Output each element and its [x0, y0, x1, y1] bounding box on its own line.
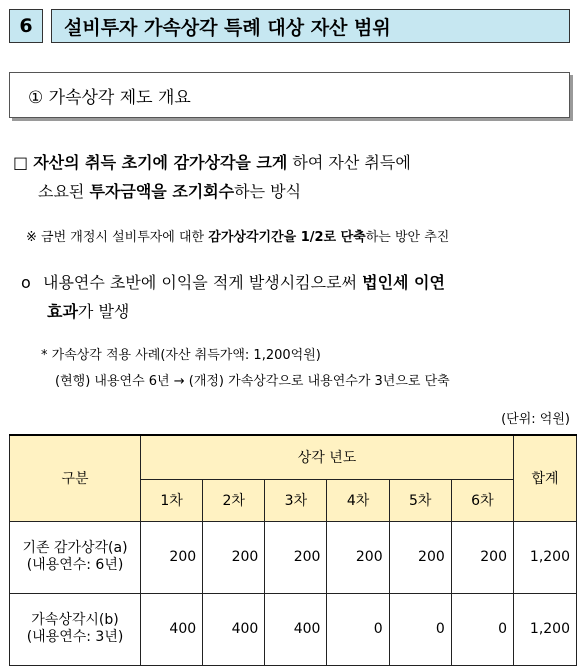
table-cell: 200	[451, 521, 513, 593]
reference-note	[26, 226, 449, 245]
table-cell: 200	[265, 521, 327, 593]
section-number: 6	[9, 9, 43, 43]
header-years: 상각 년도	[141, 435, 514, 479]
unit-label: (단위: 억원)	[501, 412, 570, 427]
year-header: 4차	[327, 479, 389, 521]
table-cell-total: 1,200	[514, 593, 577, 665]
table-cell: 0	[389, 593, 451, 665]
para2-bold-2: 효과	[47, 302, 78, 321]
depreciation-table	[9, 434, 577, 666]
para2-text-2: 가 발생	[77, 302, 130, 321]
para1-text-2: 소요된	[38, 182, 90, 201]
table-cell: 200	[203, 521, 265, 593]
year-header: 2차	[203, 479, 265, 521]
header-bar	[9, 9, 570, 43]
example-line-2: (현행) 내용연수 6년 → (개정) 가속상각으로 내용연수가 3년으로 단축	[55, 374, 450, 389]
table-cell: 200	[389, 521, 451, 593]
header-total: 합계	[514, 435, 577, 521]
section-heading: ① 가속상각 제도 개요	[9, 72, 570, 118]
para1-bold-1: 자산의 취득 초기에 감가상각을 크게	[33, 153, 288, 172]
row-label	[10, 521, 141, 593]
year-header: 3차	[265, 479, 327, 521]
example-line-1: * 가속상각 적용 사례(자산 취득가액: 1,200억원)	[41, 348, 321, 363]
paragraph-1-line-1	[13, 150, 411, 173]
table-row	[10, 593, 577, 665]
table-cell: 400	[141, 593, 203, 665]
paragraph-1-line-2	[38, 179, 301, 202]
table-cell: 200	[141, 521, 203, 593]
table-cell: 400	[203, 593, 265, 665]
paragraph-2-line-1	[21, 270, 445, 293]
para1-text-1: 하여 자산 취득에	[287, 153, 411, 172]
circle-bullet-icon: o	[21, 273, 31, 292]
para2-text-1: 내용연수 초반에 이익을 적게 발생시킴으로써	[43, 273, 363, 292]
row-label	[10, 593, 141, 665]
table-cell: 200	[327, 521, 389, 593]
para1-bold-2: 투자금액을 조기회수	[89, 182, 235, 201]
year-header: 6차	[451, 479, 513, 521]
table-cell: 400	[265, 593, 327, 665]
note-suffix: 하는 방안 추진	[365, 230, 450, 245]
header-category: 구분	[10, 435, 141, 521]
table-cell-total: 1,200	[514, 521, 577, 593]
note-prefix: ※ 금번 개정시 설비투자에 대한	[26, 230, 209, 245]
year-header: 5차	[389, 479, 451, 521]
row-label-line-2: (내용연수: 3년)	[26, 629, 124, 645]
paragraph-2-line-2	[47, 299, 129, 322]
note-bold: 감가상각기간을 1/2로 단축	[208, 230, 366, 245]
para1-text-3: 하는 방식	[234, 182, 302, 201]
row-label-line-1: 기존 감가상각(a)	[22, 540, 128, 556]
para2-bold-1: 법인세 이연	[362, 273, 445, 292]
year-header: 1차	[141, 479, 203, 521]
square-bullet-icon: □	[13, 153, 29, 172]
row-label-line-1: 가속상각시(b)	[31, 612, 119, 628]
table-row	[10, 521, 577, 593]
table-cell: 0	[327, 593, 389, 665]
row-label-line-2: (내용연수: 6년)	[26, 557, 124, 573]
page-title: 설비투자 가속상각 특례 대상 자산 범위	[51, 9, 570, 43]
table-cell: 0	[451, 593, 513, 665]
